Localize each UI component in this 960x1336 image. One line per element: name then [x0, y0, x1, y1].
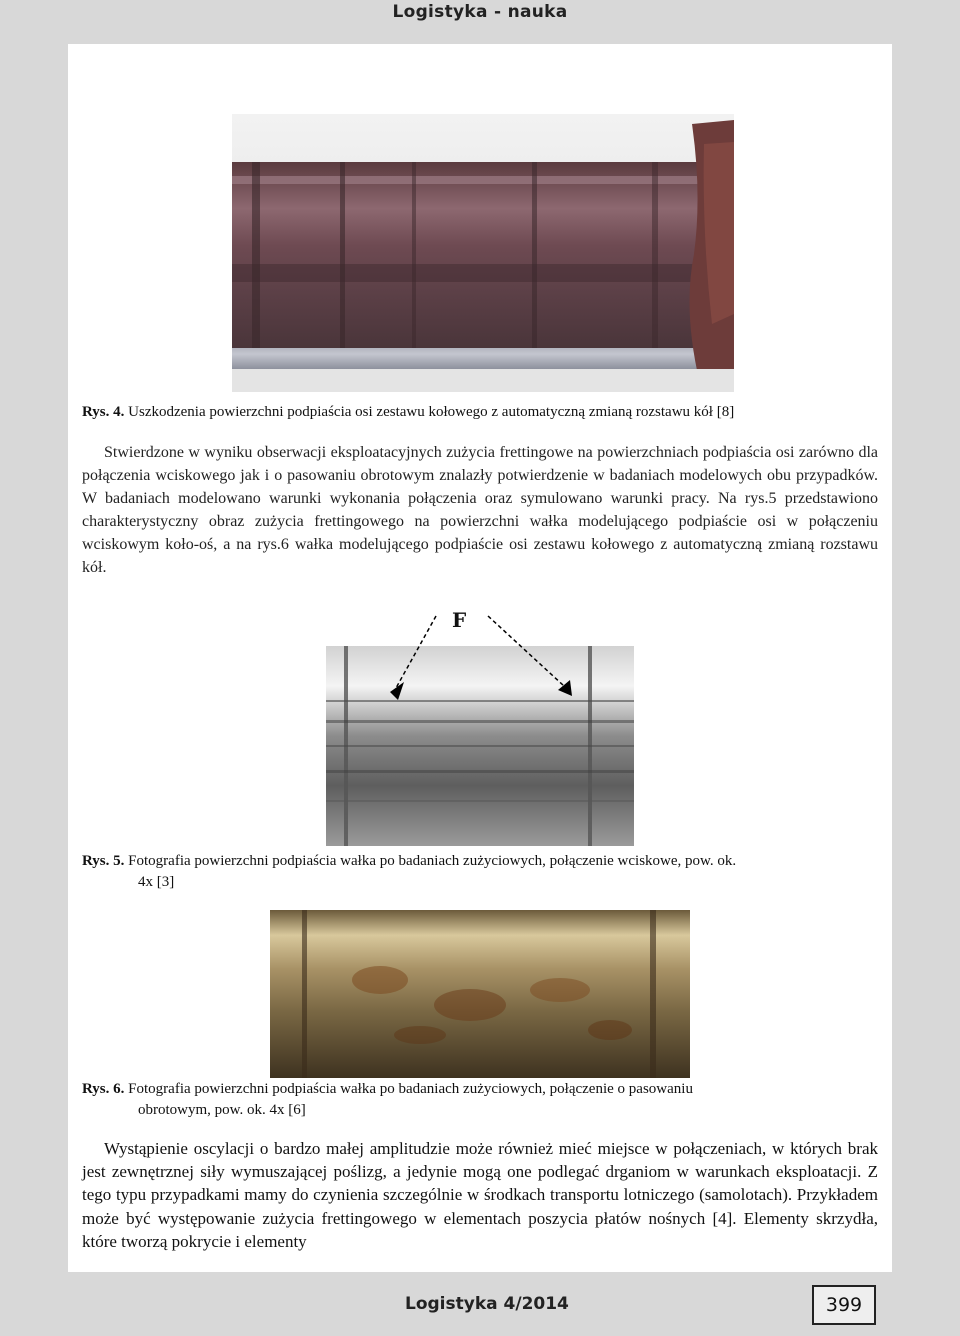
figure-5-caption — [82, 852, 882, 871]
figure-6-label: Rys. 6. — [82, 1081, 125, 1097]
figure-6-caption-line-2: obrotowym, pow. ok. 4x [6] — [138, 1102, 306, 1118]
figure-5-caption-line-2: 4x [3] — [138, 874, 175, 890]
figure-4-photo — [232, 114, 734, 392]
figure-4-caption-text: Uszkodzenia powierzchni podpiaścia osi zestawu kołowego z automatyczną zmianą rozstawu kół [8] — [128, 404, 735, 420]
figure-4-label: Rys. 4. — [82, 404, 125, 420]
figure-5-caption-line-1: Fotografia powierzchni podpiaścia wałka po badaniach zużyciowych, połączenie wciskowe, pow. ok. — [128, 853, 737, 869]
page-number: 399 — [812, 1285, 876, 1325]
figure-5-photo — [326, 610, 634, 846]
header-title: Logistyka - nauka — [392, 2, 568, 22]
figure-6-photo — [270, 910, 690, 1078]
figure-4-caption — [82, 403, 882, 422]
force-label: F — [452, 608, 467, 632]
paragraph-2: Wystąpienie oscylacji o bardzo małej amplitudzie może również mieć miejsce w połączeniach, w których brak jest zewnętrznej siły wymuszającej poślizg, a jedynie mogą one podlegać drganiom w warunkach eksploatacji. Z tego typu przypadkami mamy do czynienia szczególnie w środkach transportu lotniczego (samolotach). Przykładem może być występowanie zużycia frettingowego w elementach poszycia płatów nośnych [4]. Elementy skrzydła, które tworzą pokrycie i elementy — [82, 1139, 878, 1251]
footer-journal-title: Logistyka 4/2014 — [405, 1294, 569, 1314]
figure-6-caption-line-1: Fotografia powierzchni podpiaścia wałka po badaniach zużyciowych, połączenie o pasowaniu — [128, 1081, 693, 1097]
figure-5-label: Rys. 5. — [82, 853, 125, 869]
figure-6-caption — [82, 1080, 882, 1099]
paragraph-1: Stwierdzone w wyniku obserwacji eksploatacyjnych zużycia frettingowe na powierzchniach podpiaścia osi zarówno dla połączenia wciskowego jak i o pasowaniu obrotowym znalazły potwierdzenie w badaniach modelowych obu przypadków. W badaniach modelowano warunki wykonania połączenia oraz symulowano warunki pracy. Na rys.5 przedstawiono charakterystyczny obraz zużycia frettingowego na powierzchni wałka modelującego podpiaście osi w połączeniu wciskowym koło-oś, a na rys.6 wałka modelującego podpiaście osi zestawu kołowego z automatyczną zmianą rozstawu kół. — [82, 444, 878, 576]
